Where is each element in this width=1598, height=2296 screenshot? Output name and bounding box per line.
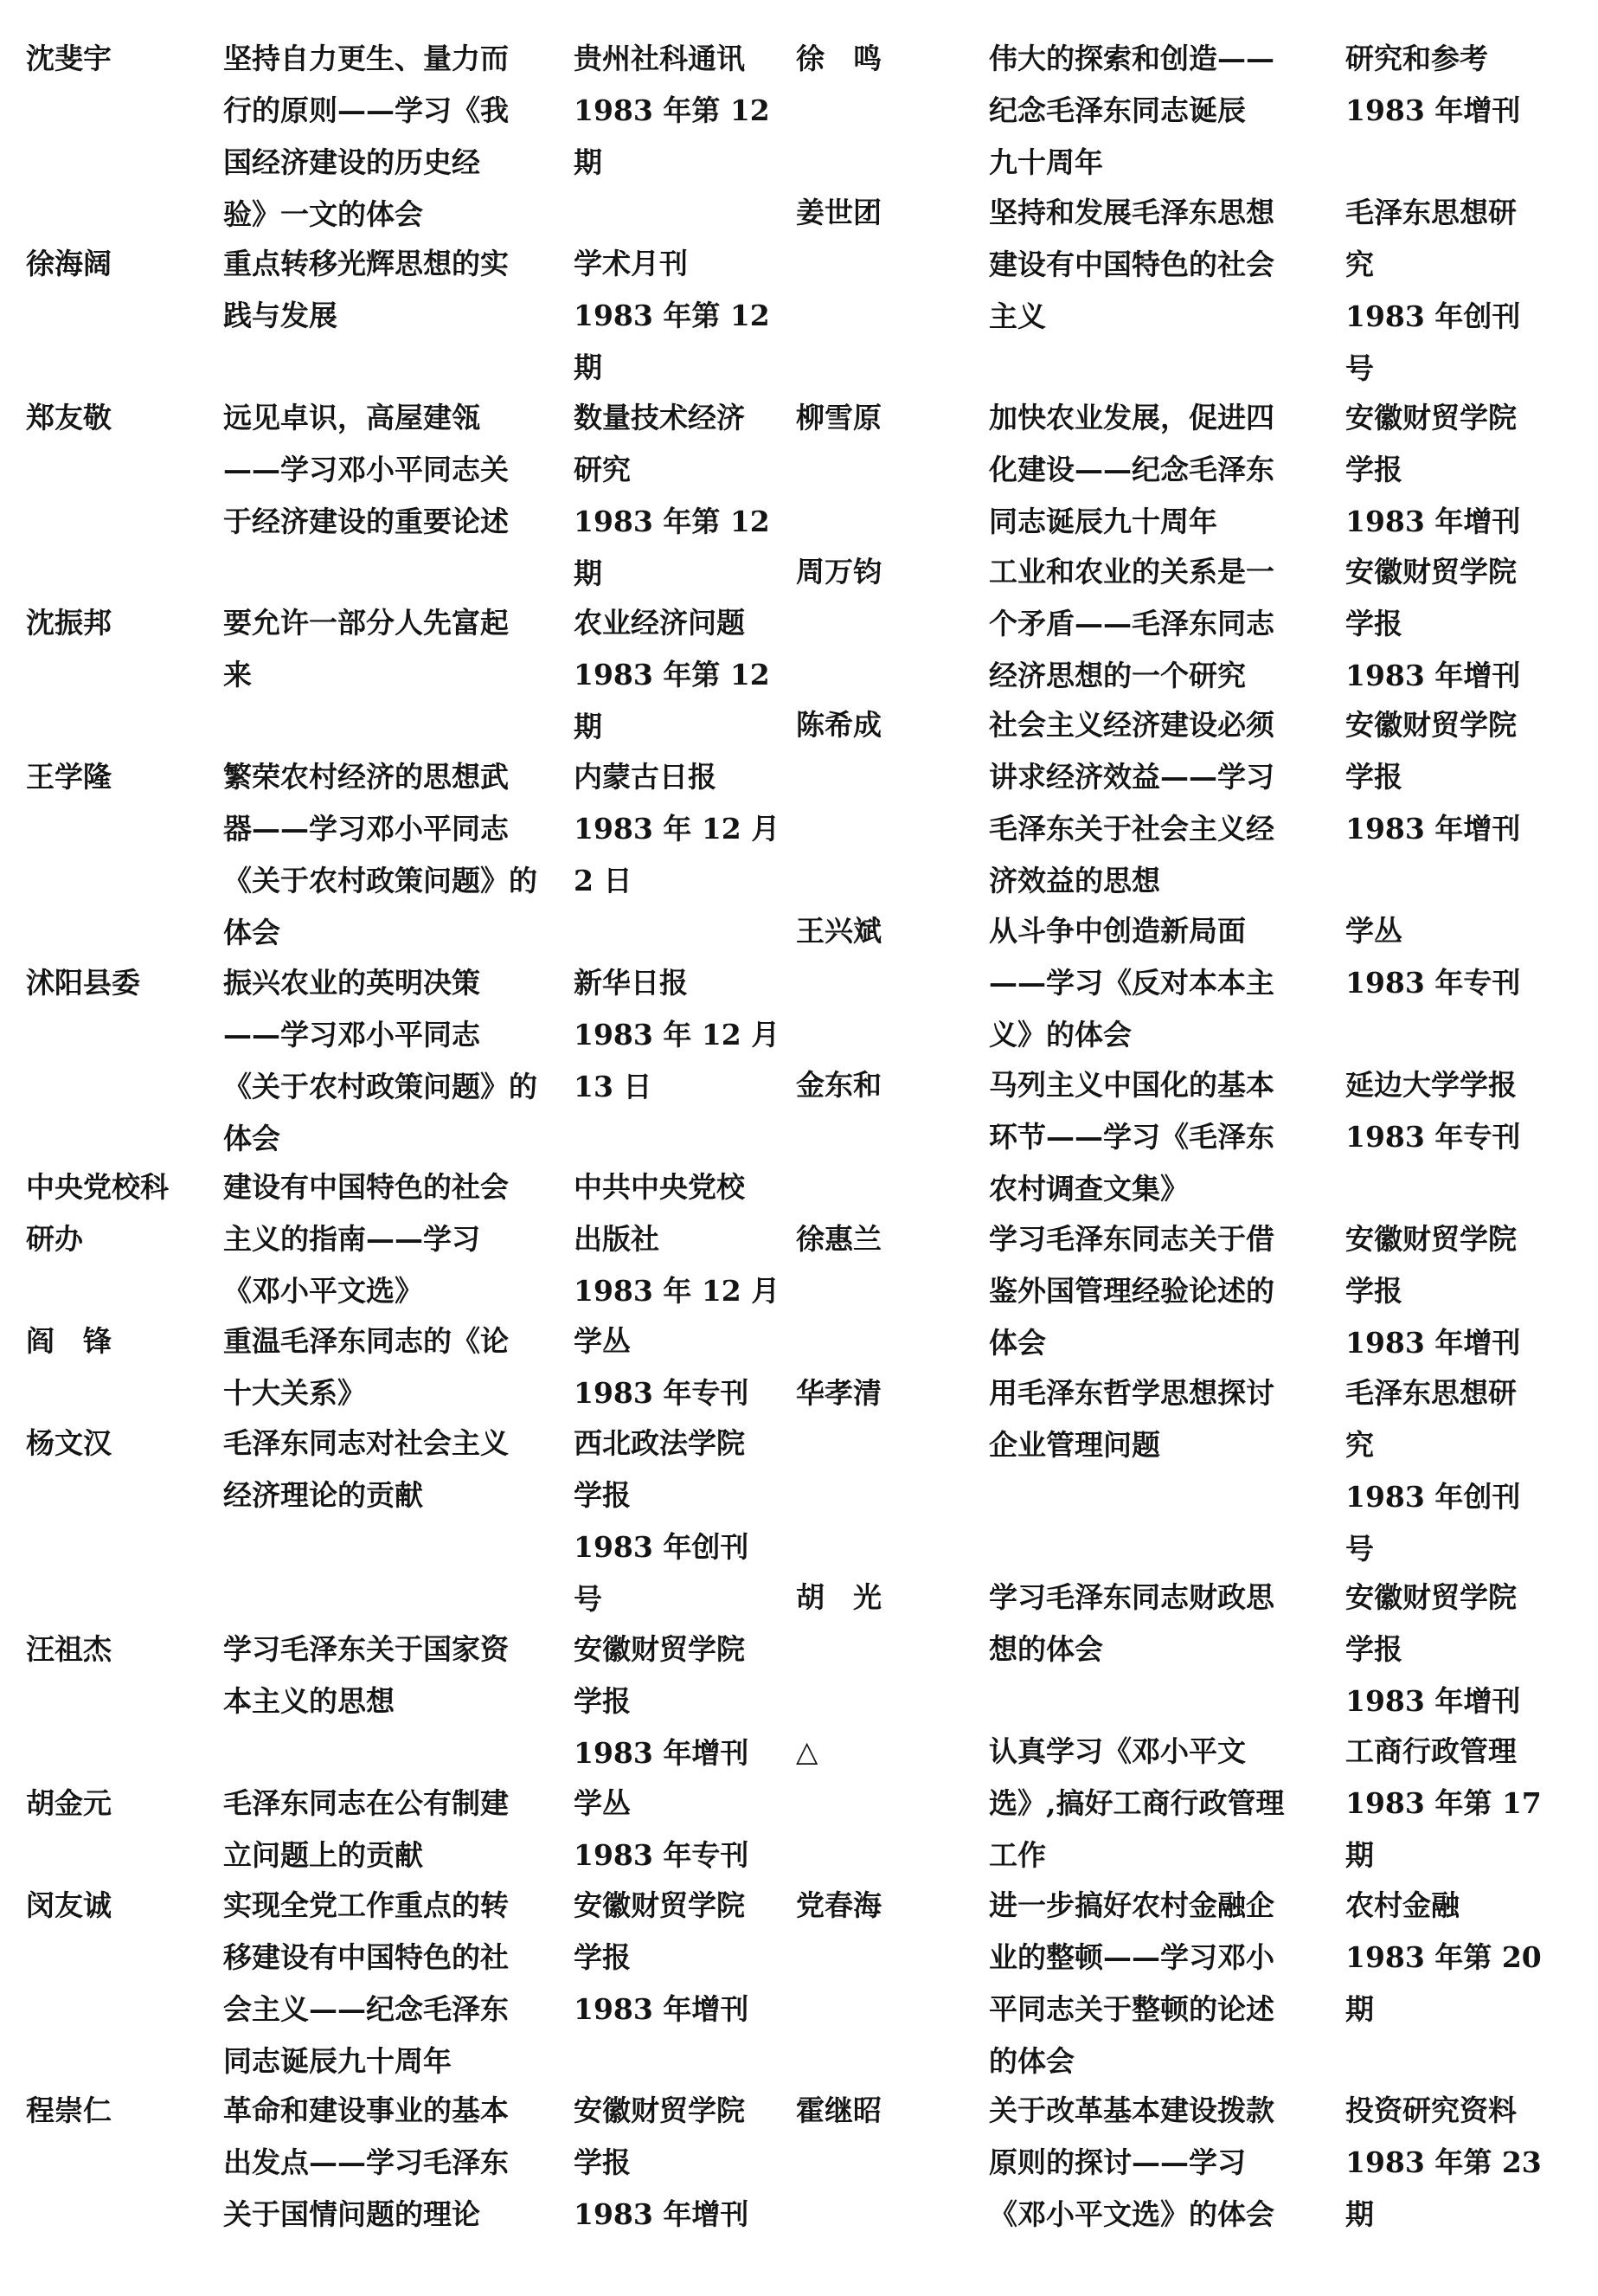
entry-source: 工商行政管理 1983 年第 17 期 (1345, 1734, 1542, 1872)
entry-source: 内蒙古日报 1983 年 12 月 2 日 (574, 760, 780, 897)
entry-source: 学丛 1983 年专刊 (1345, 914, 1521, 1000)
entry-title: 建设有中国特色的社会 主义的指南——学习 《邓小平文选》 (223, 1170, 509, 1308)
entry-author: 王兴斌 (796, 914, 882, 948)
entry-title: 实现全党工作重点的转 移建设有中国特色的社 会主义——纪念毛泽东 同志诞辰九十周年 (223, 1888, 509, 2078)
entry-author: 王学隆 (26, 760, 112, 794)
entry-title: 加快农业发展，促进四 化建设——纪念毛泽东 同志诞辰九十周年 (989, 401, 1274, 538)
entry-title: 远见卓识，高屋建瓴 ——学习邓小平同志关 于经济建设的重要论述 (223, 401, 509, 538)
entry-source: 贵州社科通讯 1983 年第 12 期 (574, 42, 770, 179)
entry-title: 进一步搞好农村金融企 业的整顿——学习邓小 平同志关于整顿的论述 的体会 (989, 1888, 1274, 2078)
entry-author: 党春海 (796, 1888, 882, 1922)
entry-author: 姜世团 (796, 196, 882, 229)
entry-author: 闵友诚 (26, 1888, 112, 1922)
entry-title: 伟大的探索和创造—— 纪念毛泽东同志诞辰 九十周年 (989, 42, 1274, 179)
entry-author: 沈振邦 (26, 606, 112, 640)
entry-source: 安徽财贸学院 学报 1983 年增刊 (1345, 555, 1521, 692)
entry-source: 学术月刊 1983 年第 12 期 (574, 247, 770, 384)
entry-author: 徐海阔 (26, 247, 112, 280)
entry-source: 学丛 1983 年专刊 (574, 1324, 749, 1410)
entry-source: 安徽财贸学院 学报 1983 年增刊 (574, 1632, 749, 1770)
entry-source: 投资研究资料 1983 年第 23 期 (1345, 2093, 1542, 2231)
entry-title: 毛泽东同志在公有制建 立问题上的贡献 (223, 1786, 509, 1872)
entry-author: 柳雪原 (796, 401, 882, 434)
entry-author: 徐 鸣 (796, 42, 882, 75)
entry-title: 关于改革基本建设拨款 原则的探讨——学习 《邓小平文选》的体会 (989, 2093, 1274, 2231)
entry-title: 学习毛泽东同志关于借 鉴外国管理经验论述的 体会 (989, 1222, 1274, 1360)
entry-author: 华孝清 (796, 1376, 882, 1410)
entry-title: 学习毛泽东同志财政思 想的体会 (989, 1580, 1274, 1666)
entry-source: 新华日报 1983 年 12 月 13 日 (574, 966, 780, 1103)
entry-title: 繁荣农村经济的思想武 器——学习邓小平同志 《关于农村政策问题》的 体会 (223, 760, 537, 949)
entry-author: 沈斐宇 (26, 42, 112, 75)
entry-title: 坚持自力更生、量力而 行的原则——学习《我 国经济建设的历史经 验》一文的体会 (223, 42, 509, 231)
entry-title: 用毛泽东哲学思想探讨 企业管理问题 (989, 1376, 1274, 1462)
entry-author: 周万钧 (796, 555, 882, 588)
entry-source: 农村金融 1983 年第 20 期 (1345, 1888, 1542, 2026)
entry-author: 胡金元 (26, 1786, 112, 1820)
entry-source: 西北政法学院 学报 1983 年创刊 号 (574, 1426, 749, 1616)
entry-source: 研究和参考 1983 年增刊 (1345, 42, 1521, 127)
entry-title: 振兴农业的英明决策 ——学习邓小平同志 《关于农村政策问题》的 体会 (223, 966, 537, 1155)
entry-title: 从斗争中创造新局面 ——学习《反对本本主 义》的体会 (989, 914, 1274, 1052)
entry-title: 要允许一部分人先富起 来 (223, 606, 509, 691)
entry-source: 安徽财贸学院 学报 1983 年增刊 (1345, 708, 1521, 846)
entry-title: 社会主义经济建设必须 讲求经济效益——学习 毛泽东关于社会主义经 济效益的思想 (989, 708, 1274, 897)
entry-source: 学丛 1983 年专刊 (574, 1786, 749, 1872)
entry-author: 霍继昭 (796, 2093, 882, 2127)
entry-title: 学习毛泽东关于国家资 本主义的思想 (223, 1632, 509, 1718)
entry-source: 安徽财贸学院 学报 1983 年增刊 (1345, 1222, 1521, 1360)
entry-title: 毛泽东同志对社会主义 经济理论的贡献 (223, 1426, 509, 1512)
entry-author: △ (796, 1734, 818, 1768)
entry-source: 安徽财贸学院 学报 1983 年增刊 (1345, 1580, 1521, 1718)
entry-author: 中央党校科 研办 (26, 1170, 169, 1256)
entry-author: 徐惠兰 (796, 1222, 882, 1256)
entry-author: 沭阳县委 (26, 966, 140, 1000)
entry-author: 郑友敬 (26, 401, 112, 434)
entry-title: 重点转移光辉思想的实 践与发展 (223, 247, 509, 332)
entry-source: 毛泽东思想研 究 1983 年创刊 号 (1345, 196, 1521, 385)
entry-title: 工业和农业的关系是一 个矛盾——毛泽东同志 经济思想的一个研究 (989, 555, 1274, 692)
entry-author: 陈希成 (796, 708, 882, 742)
entry-title: 革命和建设事业的基本 出发点——学习毛泽东 关于国情问题的理论 (223, 2093, 509, 2231)
entry-title: 认真学习《邓小平文 选》,搞好工商行政管理 工作 (989, 1734, 1285, 1872)
entry-source: 安徽财贸学院 学报 1983 年增刊 (574, 2093, 749, 2231)
entry-title: 坚持和发展毛泽东思想 建设有中国特色的社会 主义 (989, 196, 1274, 333)
entry-source: 延边大学学报 1983 年专刊 (1345, 1068, 1521, 1154)
entry-source: 数量技术经济 研究 1983 年第 12 期 (574, 401, 770, 590)
entry-author: 胡 光 (796, 1580, 882, 1614)
entry-author: 阎 锋 (26, 1324, 112, 1358)
entry-source: 安徽财贸学院 学报 1983 年增刊 (1345, 401, 1521, 538)
entry-author: 杨文汉 (26, 1426, 112, 1460)
entry-title: 马列主义中国化的基本 环节——学习《毛泽东 农村调查文集》 (989, 1068, 1274, 1206)
entry-source: 毛泽东思想研 究 1983 年创刊 号 (1345, 1376, 1521, 1566)
entry-source: 中共中央党校 出版社 1983 年 12 月 (574, 1170, 780, 1308)
entry-author: 金东和 (796, 1068, 882, 1102)
entry-source: 安徽财贸学院 学报 1983 年增刊 (574, 1888, 749, 2026)
entry-source: 农业经济问题 1983 年第 12 期 (574, 606, 770, 743)
entry-author: 程崇仁 (26, 2093, 112, 2127)
entry-title: 重温毛泽东同志的《论 十大关系》 (223, 1324, 509, 1410)
entry-author: 汪祖杰 (26, 1632, 112, 1666)
